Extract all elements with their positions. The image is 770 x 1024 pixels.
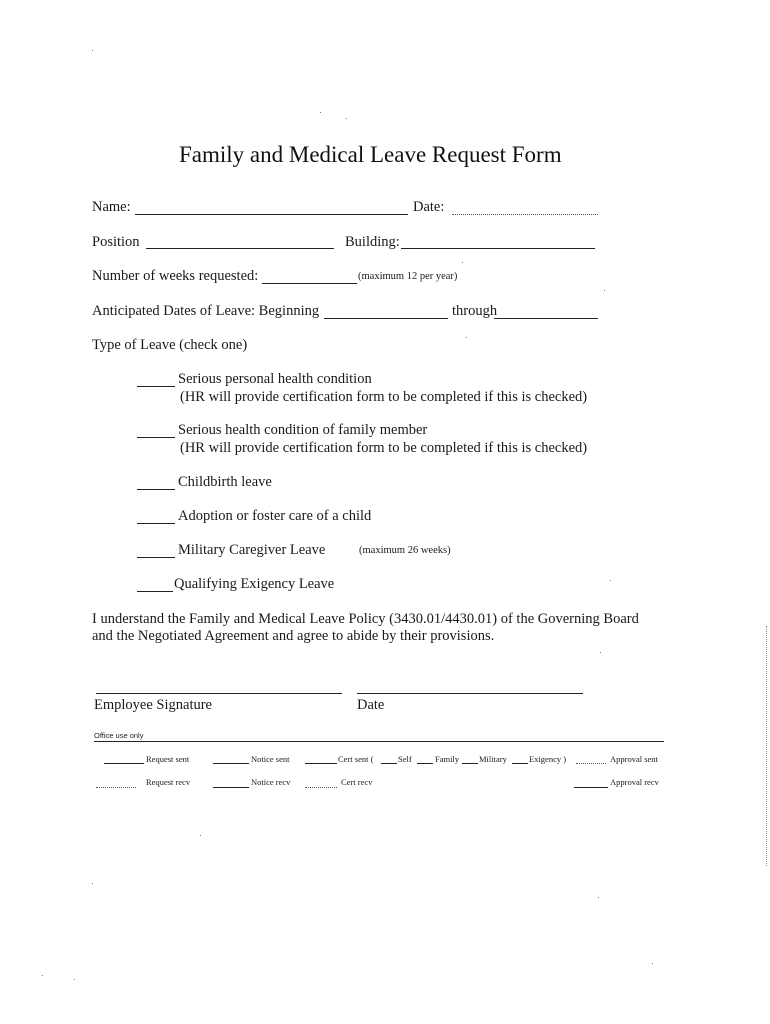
option-note-family-health: (HR will provide certification form to be completed if this is checked) [180, 440, 588, 456]
cert-recv-blank[interactable] [305, 787, 337, 788]
option-label-adoption: Adoption or foster care of a child [178, 508, 372, 524]
scan-speck [92, 883, 93, 884]
date-field[interactable] [452, 214, 598, 215]
notice-sent-label: Notice sent [251, 754, 290, 764]
exigency-blank[interactable] [512, 763, 528, 764]
military-blank[interactable] [462, 763, 478, 764]
scan-speck [462, 262, 463, 263]
scan-speck [598, 897, 599, 898]
self-blank[interactable] [381, 763, 397, 764]
option-label-military-caregiver: Military Caregiver Leave [178, 542, 326, 558]
family-label: Family [435, 754, 460, 764]
cert-sent-blank[interactable] [305, 763, 337, 764]
name-label: Name: [92, 199, 131, 215]
option-note-military-caregiver: (maximum 26 weeks) [359, 545, 451, 556]
checkbox-personal-health[interactable] [137, 386, 175, 387]
scan-speck [466, 337, 467, 338]
date-label: Date: [413, 199, 445, 215]
approval-recv-label: Approval recv [610, 777, 659, 787]
option-label-personal-health: Serious personal health condition [178, 371, 372, 387]
through-label: through [452, 303, 498, 319]
scan-speck [652, 963, 653, 964]
scan-speck [320, 112, 321, 113]
leave-type-heading: Type of Leave (check one) [92, 337, 248, 353]
checkbox-adoption[interactable] [137, 523, 175, 524]
approval-sent-blank[interactable] [576, 763, 606, 764]
scan-speck [610, 580, 611, 581]
option-label-exigency: Qualifying Exigency Leave [174, 576, 335, 592]
checkbox-military-caregiver[interactable] [137, 557, 175, 558]
notice-recv-label: Notice recv [251, 777, 291, 787]
self-label: Self [398, 754, 412, 764]
building-field[interactable] [401, 248, 595, 249]
dates-label: Anticipated Dates of Leave: Beginning [92, 303, 320, 319]
scan-speck [200, 835, 201, 836]
signature-date-label: Date [357, 697, 385, 713]
building-label: Building: [345, 234, 400, 250]
weeks-note: (maximum 12 per year) [358, 271, 458, 282]
begin-date-field[interactable] [324, 318, 448, 319]
end-date-field[interactable] [494, 318, 598, 319]
weeks-label: Number of weeks requested: [92, 268, 259, 284]
name-field[interactable] [135, 214, 408, 215]
scan-speck [74, 979, 75, 980]
checkbox-family-health[interactable] [137, 437, 175, 438]
option-note-personal-health: (HR will provide certification form to be completed if this is checked) [180, 389, 588, 405]
scan-edge-artifact [766, 626, 767, 866]
checkbox-exigency[interactable] [137, 591, 173, 592]
military-label: Military [479, 754, 507, 764]
request-recv-blank[interactable] [96, 787, 136, 788]
scan-speck [92, 50, 93, 51]
cert-sent-label: Cert sent ( [338, 754, 374, 764]
office-use-heading: Office use only [94, 731, 144, 740]
request-recv-label: Request recv [146, 777, 191, 787]
page-title: Family and Medical Leave Request Form [179, 142, 562, 167]
signature-date-field[interactable] [357, 693, 583, 694]
employee-signature-label: Employee Signature [94, 697, 212, 713]
weeks-field[interactable] [262, 283, 357, 284]
scan-speck [600, 652, 601, 653]
request-sent-label: Request sent [146, 754, 190, 764]
scan-speck [346, 118, 347, 119]
agreement-statement-line2: and the Negotiated Agreement and agree to abide by their provisions. [92, 628, 495, 644]
option-label-family-health: Serious health condition of family member [178, 422, 428, 438]
cert-recv-label: Cert recv [341, 777, 373, 787]
position-label: Position [92, 234, 140, 250]
scan-speck [42, 975, 43, 976]
request-sent-blank[interactable] [104, 763, 144, 764]
position-field[interactable] [146, 248, 334, 249]
approval-recv-blank[interactable] [574, 787, 608, 788]
checkbox-childbirth[interactable] [137, 489, 175, 490]
exigency-label: Exigency ) [529, 754, 567, 764]
option-label-childbirth: Childbirth leave [178, 474, 272, 490]
notice-recv-blank[interactable] [213, 787, 249, 788]
office-use-divider [94, 741, 664, 742]
family-blank[interactable] [417, 763, 433, 764]
agreement-statement-line1: I understand the Family and Medical Leave Policy (3430.01/4430.01) of the Governing Board [92, 611, 639, 627]
employee-signature-field[interactable] [96, 693, 342, 694]
scan-speck [604, 290, 605, 291]
notice-sent-blank[interactable] [213, 763, 249, 764]
approval-sent-label: Approval sent [610, 754, 658, 764]
